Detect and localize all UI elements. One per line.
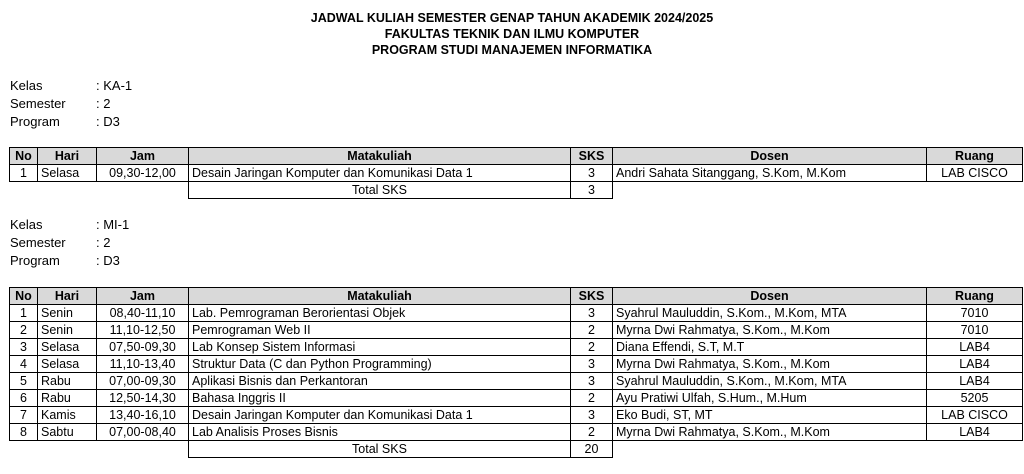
col-matakuliah-header: Matakuliah [189, 148, 571, 165]
cell-matakuliah: Aplikasi Bisnis dan Perkantoran [189, 373, 571, 390]
table-row [10, 356, 1023, 373]
semester-row [10, 95, 132, 113]
cell-ruang: LAB4 [927, 356, 1023, 373]
col-ruang-header: Ruang [927, 148, 1023, 165]
cell-hari: Rabu [38, 373, 97, 390]
total-spacer [10, 182, 189, 199]
program-row [10, 113, 132, 131]
total-sks-value: 20 [571, 441, 613, 458]
schedule-table-ka1 [9, 147, 1023, 199]
col-sks-header: SKS [571, 148, 613, 165]
cell-jam: 09,30-12,00 [97, 165, 189, 182]
cell-jam: 07,00-09,30 [97, 373, 189, 390]
cell-sks: 2 [571, 339, 613, 356]
program-value: : D3 [96, 114, 120, 129]
cell-jam: 07,00-08,40 [97, 424, 189, 441]
kelas-value: : MI-1 [96, 217, 130, 232]
col-dosen-header: Dosen [613, 148, 927, 165]
cell-matakuliah: Pemrograman Web II [189, 322, 571, 339]
cell-ruang: LAB4 [927, 339, 1023, 356]
cell-dosen: Ayu Pratiwi Ulfah, S.Hum., M.Hum [613, 390, 927, 407]
cell-sks: 2 [571, 390, 613, 407]
cell-jam: 12,50-14,30 [97, 390, 189, 407]
col-jam-header: Jam [97, 288, 189, 305]
col-hari-header: Hari [38, 148, 97, 165]
col-dosen-header: Dosen [613, 288, 927, 305]
cell-dosen: Myrna Dwi Rahmatya, S.Kom., M.Kom [613, 356, 927, 373]
cell-sks: 3 [571, 356, 613, 373]
cell-no: 1 [10, 305, 38, 322]
cell-hari: Selasa [38, 339, 97, 356]
cell-sks: 2 [571, 424, 613, 441]
cell-sks: 3 [571, 305, 613, 322]
program-label: Program [10, 253, 60, 268]
total-sks-value: 3 [571, 182, 613, 199]
cell-matakuliah: Struktur Data (C dan Python Programming) [189, 356, 571, 373]
total-spacer-right [613, 182, 1023, 199]
cell-dosen: Myrna Dwi Rahmatya, S.Kom., M.Kom [613, 424, 927, 441]
cell-sks: 3 [571, 165, 613, 182]
page-title-line-3: PROGRAM STUDI MANAJEMEN INFORMATIKA [371, 43, 653, 57]
program-row [10, 252, 129, 270]
total-sks-label: Total SKS [189, 441, 571, 458]
kelas-label: Kelas [10, 217, 43, 232]
kelas-row [10, 216, 129, 234]
cell-hari: Selasa [38, 356, 97, 373]
table-row [10, 165, 1023, 182]
cell-no: 2 [10, 322, 38, 339]
cell-matakuliah: Lab Konsep Sistem Informasi [189, 339, 571, 356]
cell-sks: 3 [571, 407, 613, 424]
cell-jam: 08,40-11,10 [97, 305, 189, 322]
kelas-value: : KA-1 [96, 78, 133, 93]
cell-sks: 3 [571, 373, 613, 390]
program-label: Program [10, 114, 60, 129]
cell-ruang: LAB CISCO [927, 407, 1023, 424]
cell-dosen: Diana Effendi, S.T, M.T [613, 339, 927, 356]
cell-dosen: Syahrul Mauluddin, S.Kom., M.Kom, MTA [613, 373, 927, 390]
semester-value: : 2 [96, 235, 111, 250]
cell-sks: 2 [571, 322, 613, 339]
cell-no: 1 [10, 165, 38, 182]
cell-hari: Kamis [38, 407, 97, 424]
table-row [10, 407, 1023, 424]
cell-jam: 11,10-12,50 [97, 322, 189, 339]
cell-matakuliah: Bahasa Inggris II [189, 390, 571, 407]
page-title-line-2: FAKULTAS TEKNIK DAN ILMU KOMPUTER [384, 27, 640, 41]
cell-ruang: 7010 [927, 305, 1023, 322]
cell-hari: Rabu [38, 390, 97, 407]
table-header-row [10, 148, 1023, 165]
total-row [10, 441, 1023, 458]
table-row [10, 424, 1023, 441]
cell-jam: 07,50-09,30 [97, 339, 189, 356]
program-value: : D3 [96, 253, 120, 268]
cell-matakuliah: Desain Jaringan Komputer dan Komunikasi Data 1 [189, 165, 571, 182]
class-info-ka1 [10, 77, 132, 131]
kelas-row [10, 77, 132, 95]
class-info-mi1 [10, 216, 129, 270]
cell-dosen: Eko Budi, ST, MT [613, 407, 927, 424]
cell-no: 5 [10, 373, 38, 390]
cell-no: 7 [10, 407, 38, 424]
schedule-table-mi1 [9, 287, 1023, 458]
cell-matakuliah: Desain Jaringan Komputer dan Komunikasi Data 1 [189, 407, 571, 424]
cell-jam: 11,10-13,40 [97, 356, 189, 373]
cell-hari: Selasa [38, 165, 97, 182]
col-no-header: No [10, 148, 38, 165]
cell-jam: 13,40-16,10 [97, 407, 189, 424]
kelas-label: Kelas [10, 78, 43, 93]
cell-no: 3 [10, 339, 38, 356]
cell-matakuliah: Lab. Pemrograman Berorientasi Objek [189, 305, 571, 322]
cell-dosen: Andri Sahata Sitanggang, S.Kom, M.Kom [613, 165, 927, 182]
cell-hari: Sabtu [38, 424, 97, 441]
page-title-line-1: JADWAL KULIAH SEMESTER GENAP TAHUN AKADEMIK 2024/2025 [310, 11, 714, 25]
cell-no: 8 [10, 424, 38, 441]
table-row [10, 373, 1023, 390]
table-row [10, 390, 1023, 407]
cell-no: 4 [10, 356, 38, 373]
cell-ruang: 7010 [927, 322, 1023, 339]
total-sks-label: Total SKS [189, 182, 571, 199]
col-jam-header: Jam [97, 148, 189, 165]
total-spacer [10, 441, 189, 458]
cell-dosen: Syahrul Mauluddin, S.Kom., M.Kom, MTA [613, 305, 927, 322]
table-row [10, 322, 1023, 339]
total-spacer-right [613, 441, 1023, 458]
cell-ruang: LAB CISCO [927, 165, 1023, 182]
cell-ruang: LAB4 [927, 424, 1023, 441]
col-sks-header: SKS [571, 288, 613, 305]
semester-label: Semester [10, 235, 66, 250]
cell-ruang: 5205 [927, 390, 1023, 407]
table-row [10, 305, 1023, 322]
table-row [10, 339, 1023, 356]
col-ruang-header: Ruang [927, 288, 1023, 305]
semester-label: Semester [10, 96, 66, 111]
table-header-row [10, 288, 1023, 305]
cell-hari: Senin [38, 305, 97, 322]
cell-matakuliah: Lab Analisis Proses Bisnis [189, 424, 571, 441]
total-row [10, 182, 1023, 199]
cell-hari: Senin [38, 322, 97, 339]
semester-value: : 2 [96, 96, 111, 111]
col-no-header: No [10, 288, 38, 305]
cell-dosen: Myrna Dwi Rahmatya, S.Kom., M.Kom [613, 322, 927, 339]
semester-row [10, 234, 129, 252]
col-hari-header: Hari [38, 288, 97, 305]
col-matakuliah-header: Matakuliah [189, 288, 571, 305]
cell-ruang: LAB4 [927, 373, 1023, 390]
cell-no: 6 [10, 390, 38, 407]
